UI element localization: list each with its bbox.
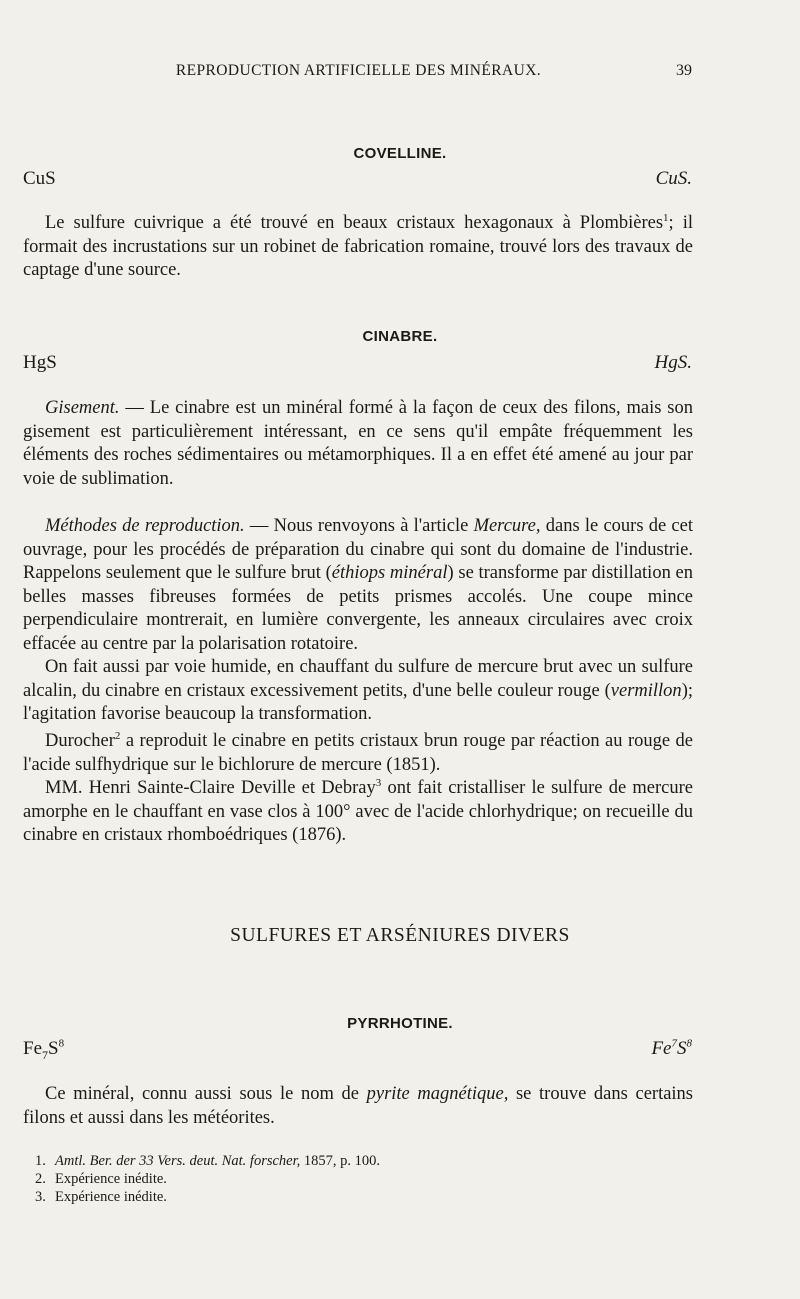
- pyrrhotine-paragraph: [23, 1083, 693, 1130]
- pyrrhotine-formula-row: [23, 1038, 692, 1060]
- footnote-page: 1857, p. 100.: [300, 1153, 381, 1169]
- footnote-source: Amtl. Ber. der 33 Vers. deut. Nat. forscher,: [55, 1153, 301, 1169]
- footnote-num: 2.: [35, 1171, 46, 1187]
- deville-text-2: ont fait cristalliser le sulfure de mercure amorphe en le chauffant en vase clos à 100° avec de l'acide chlorhydrique; on recueille du cinabre en cristaux rhomboédriques (1876).: [23, 778, 694, 845]
- durocher-text: a reproduit le cinabre en petits cristaux brun rouge par réaction au rouge de l'acide sulfhydrique sur le bichlorure de mercure (1851).: [23, 731, 693, 775]
- footnote-ref-2: 2: [114, 729, 121, 742]
- pyrrhotine-text-2: se trouve dans certains filons et aussi dans les météorites.: [23, 1084, 694, 1128]
- covelline-text-2: ; il formait des incrustations sur un robinet de fabrication romaine, trouvé lors des travaux de captage d'une source.: [23, 213, 693, 280]
- formula-left-mid: S: [48, 1038, 59, 1059]
- humide-text-1: On fait aussi par voie humide, en chauffant du sulfure de mercure brut avec un sulfure alcalin, du cinabre en cristaux excessivement petits, d'une belle couleur rouge (: [23, 657, 693, 701]
- methodes-text-3: ) se transforme par distillation en belles masses fibreuses formées de petits prismes accolés. Une coupe mince perpendiculaire montrerait, en lumière convergente, les anneaux circulaires avec croix effacée au centre par la polarisation rotatoire.: [23, 563, 693, 654]
- deville-text-1: MM. Henri Sainte-Claire Deville et Debray: [45, 778, 376, 798]
- footnote-num: 1.: [35, 1153, 46, 1169]
- covelline-text-1: Le sulfure cuivrique a été trouvé en beaux cristaux hexagonaux à Plombières: [45, 213, 664, 233]
- formula-left-sup: 8: [58, 1037, 65, 1050]
- methodes-paragraph: [23, 515, 693, 656]
- formula-left: [23, 1038, 64, 1060]
- deville-paragraph: [23, 777, 693, 848]
- formula-left: CuS: [23, 168, 56, 189]
- formula-left: HgS: [23, 352, 57, 373]
- ethiops-term: éthiops minéral: [331, 563, 448, 583]
- cinabre-formula-row: [23, 352, 692, 374]
- gisement-label: Gisement.: [45, 398, 120, 418]
- pyrrhotine-title: PYRRHOTINE.: [347, 1015, 453, 1032]
- formula-right: HgS.: [654, 352, 692, 373]
- footnote-ref-3: 3: [375, 776, 382, 789]
- formula-right-sup1: 7: [671, 1037, 677, 1050]
- footnote-3: [35, 1188, 380, 1206]
- footnote-ref-1: 1: [663, 211, 669, 224]
- running-header: REPRODUCTION ARTIFICIELLE DES MINÉRAUX.: [175, 62, 542, 79]
- covelline-paragraph: [23, 212, 693, 283]
- footnote-1: [35, 1152, 380, 1170]
- footnotes: [35, 1152, 380, 1206]
- page-number: 39: [676, 62, 692, 79]
- gisement-paragraph: [23, 397, 693, 491]
- formula-left-sub: 7: [42, 1047, 48, 1062]
- mercure-ref: Mercure,: [473, 516, 541, 536]
- footnote-num: 3.: [35, 1189, 46, 1205]
- covelline-title: COVELLINE.: [353, 145, 447, 162]
- formula-right: CuS.: [655, 168, 692, 189]
- formula-right-base: Fe: [651, 1038, 672, 1059]
- pyrrhotine-text-1: Ce minéral, connu aussi sous le nom de: [45, 1084, 367, 1104]
- durocher-name: Durocher: [45, 731, 115, 751]
- cinabre-title: CINABRE.: [362, 328, 438, 345]
- formula-left-base: Fe: [23, 1038, 42, 1059]
- pyrite-term: pyrite magnétique,: [366, 1084, 509, 1104]
- formula-right-mid: S: [677, 1038, 687, 1059]
- section-title: SULFURES ET ARSÉNIURES DIVERS: [230, 925, 570, 946]
- formula-right: [651, 1038, 692, 1060]
- footnote-text: Expérience inédite.: [55, 1171, 167, 1187]
- vermillon-term: vermillon: [610, 680, 682, 701]
- humide-text-2: ); l'agitation favorise beaucoup la transformation.: [23, 680, 693, 724]
- methodes-label: Méthodes de reproduction.: [45, 516, 245, 536]
- methodes-text-1: — Nous renvoyons à l'article: [244, 516, 474, 536]
- methodes-text-2: dans le cours de cet ouvrage, pour les procédés de préparation du cinabre qui sont du domaine de l'industrie. Rappelons seulement que le sulfure brut (: [23, 516, 693, 583]
- footnote-text: Expérience inédite.: [55, 1189, 167, 1205]
- formula-right-sup2: 8: [686, 1037, 692, 1050]
- durocher-paragraph: [23, 730, 693, 777]
- footnote-2: [35, 1170, 380, 1188]
- voie-humide-paragraph: [23, 656, 693, 727]
- gisement-text: — Le cinabre est un minéral formé à la façon de ceux des filons, mais son gisement est particulièrement intéressant, en ce sens qu'il empâte fréquemment les éléments des roches sédimentaires ou métamorphiques. Il a en effet été amené au jour par voie de sublimation.: [23, 398, 693, 489]
- covelline-formula-row: [23, 168, 692, 190]
